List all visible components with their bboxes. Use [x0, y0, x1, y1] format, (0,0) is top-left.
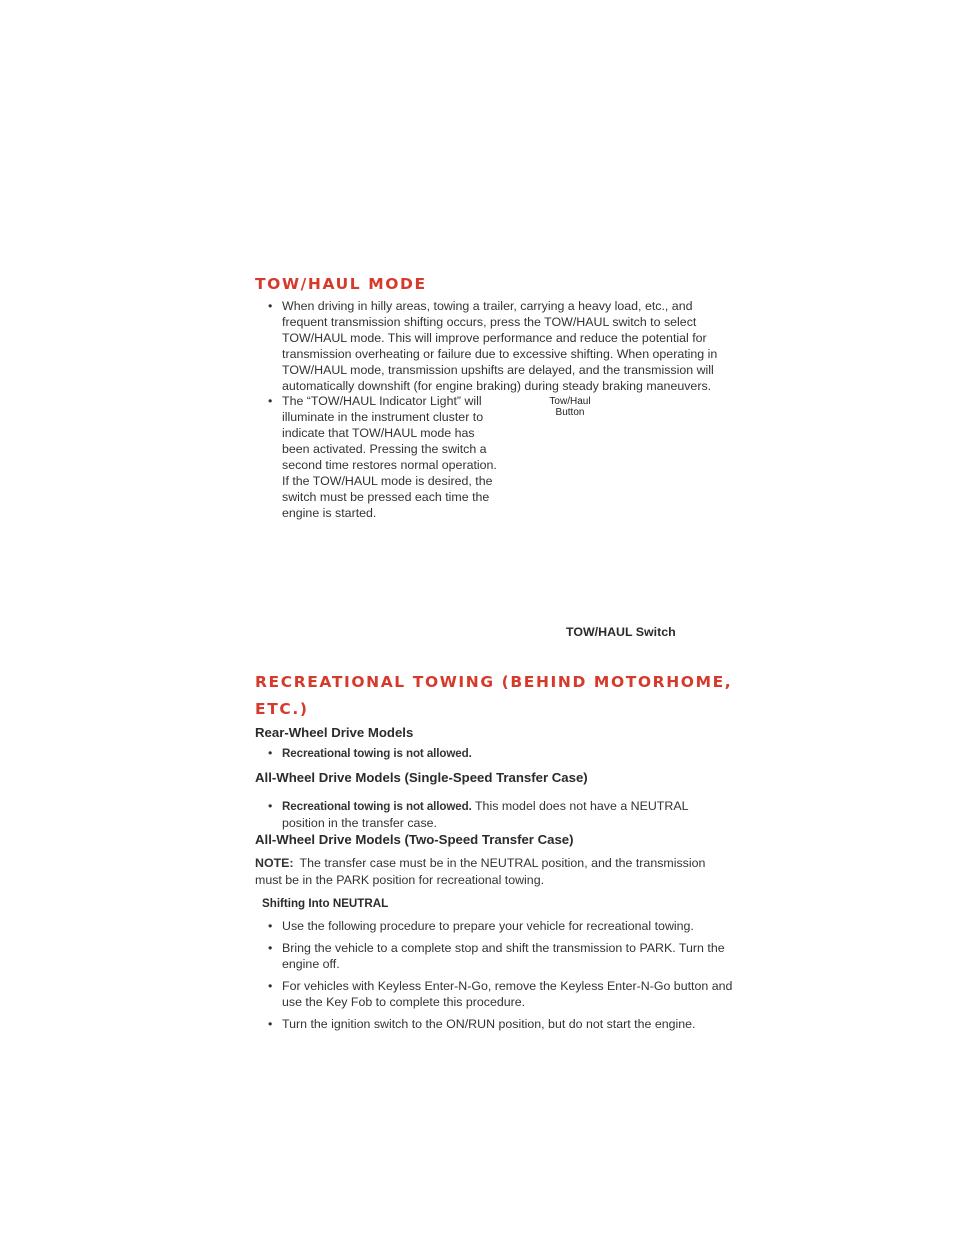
shifting-neutral-bullets — [268, 918, 738, 1038]
list-item: • Use the following procedure to prepare your vehicle for recreational towing. — [268, 918, 738, 934]
bold-text: Recreational towing is not allowed. — [282, 747, 472, 760]
rwd-models-heading: Rear-Wheel Drive Models — [255, 725, 414, 740]
list-item — [268, 745, 728, 762]
shifting-neutral-heading: Shifting Into NEUTRAL — [262, 897, 389, 910]
figure-caption: TOW/HAUL Switch — [566, 625, 676, 639]
list-item — [268, 798, 728, 831]
list-item: • For vehicles with Keyless Enter-N-Go, remove the Keyless Enter-N-Go button and use the Key Fob to complete this procedure. — [268, 978, 738, 1010]
figure-callout — [546, 396, 594, 418]
list-item: • The “TOW/HAUL Indicator Light” will illuminate in the instrument cluster to indicate that TOW/HAUL mode has been activated. Pressing the switch a second time restores normal operation. If the TOW/HAUL mode is desired, the switch must be pressed each time the engine is started. — [268, 393, 500, 521]
tow-haul-indicator-bullets — [268, 393, 500, 521]
tow-haul-heading: TOW/HAUL MODE — [255, 275, 427, 293]
rwd-bullets — [268, 745, 728, 762]
note-label: NOTE: — [255, 856, 294, 870]
awd-single-speed-heading: All-Wheel Drive Models (Single-Speed Transfer Case) — [255, 770, 588, 785]
recreational-towing-heading: RECREATIONAL TOWING (BEHIND MOTORHOME, ETC.) — [255, 673, 733, 718]
tow-haul-switch-figure — [520, 392, 735, 622]
awd-two-speed-heading: All-Wheel Drive Models (Two-Speed Transfer Case) — [255, 832, 574, 847]
list-item: • Turn the ignition switch to the ON/RUN position, but do not start the engine. — [268, 1016, 738, 1032]
callout-line-2: Button — [555, 407, 585, 418]
list-item: • Bring the vehicle to a complete stop and shift the transmission to PARK. Turn the engine off. — [268, 940, 738, 972]
tow-haul-bullets — [268, 298, 728, 394]
note-text: The transfer case must be in the NEUTRAL position, and the transmission must be in the PARK position for recreational towing. — [255, 856, 706, 887]
body-text: This model does not have a NEUTRAL position in the transfer case. — [282, 799, 689, 830]
note-paragraph — [255, 855, 735, 889]
callout-line-1: Tow/Haul — [549, 396, 591, 407]
list-item: • When driving in hilly areas, towing a trailer, carrying a heavy load, etc., and frequent transmission shifting occurs, press the TOW/HAUL switch to select TOW/HAUL mode. This will improve performance and reduce the potential for transmission overheating or failure due to excessive shifting. When operating in TOW/HAUL mode, transmission upshifts are delayed, and the transmission will automatically downshift (for engine braking) during steady braking maneuvers. — [268, 298, 728, 394]
bold-text: Recreational towing is not allowed. — [282, 800, 472, 813]
awd-single-bullets — [268, 798, 728, 831]
